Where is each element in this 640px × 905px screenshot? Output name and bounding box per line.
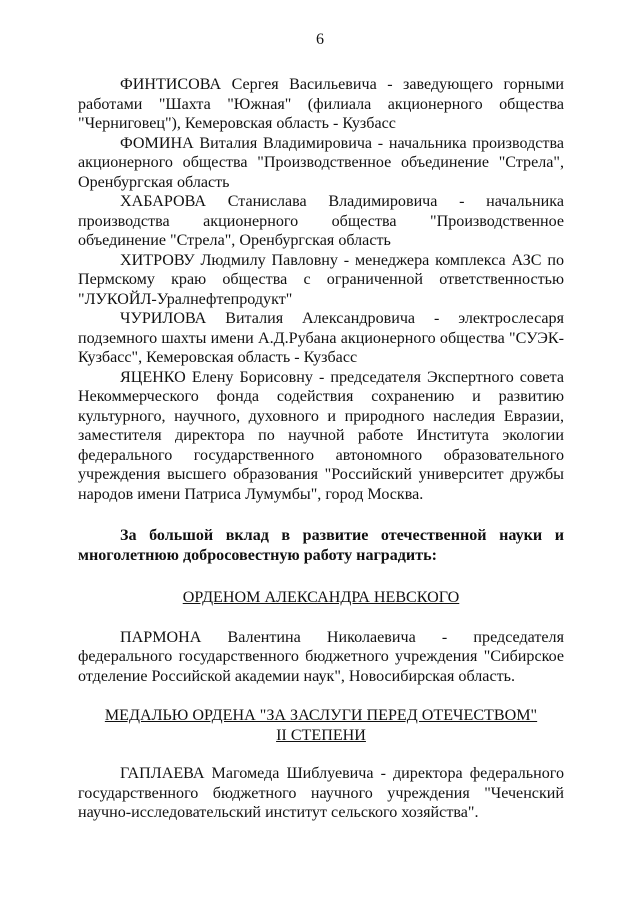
awardee-paragraph: ГАПЛАЕВА Магомеда Шиблуевича - директора федерального государственного бюджетного научного учреждения "Чеченский научно-исследовательский институт сельского хозяйства". xyxy=(78,765,564,821)
awardee-paragraph: ХАБАРОВА Станислава Владимировича - начальника производства акционерного общества "Производственное объединение "Стрела", Оренбургская область xyxy=(78,193,564,249)
awardee-paragraph: ФИНТИСОВА Сергея Васильевича - заведующего горными работами "Шахта "Южная" (филиала акционерного общества "Черниговец"), Кемеровская область - Кузбасс xyxy=(78,76,564,132)
award-intro: За большой вклад в развитие отечественной науки и многолетнюю добросовестную работу наградить: xyxy=(78,527,564,564)
document-body xyxy=(78,75,564,823)
order-heading-line: МЕДАЛЬЮ ОРДЕНА "ЗА ЗАСЛУГИ ПЕРЕД ОТЕЧЕСТВОМ" xyxy=(104,707,538,724)
page-number: 6 xyxy=(316,31,324,48)
awardee-paragraph: ФОМИНА Виталия Владимировича - начальника производства акционерного общества "Производственное объединение "Стрела", Оренбургская область xyxy=(78,134,564,191)
order-heading-line: II СТЕПЕНИ xyxy=(276,726,366,744)
awardee-paragraph: ЧУРИЛОВА Виталия Александровича - электрослесаря подземного шахты имени А.Д.Рубана акционерного общества "СУЭК-Кузбасс", Кемеровская область - Кузбасс xyxy=(78,310,564,366)
awardee-paragraph: ПАРМОНА Валентина Николаевича - председателя федерального государственного бюджетного учреждения "Сибирское отделение Российской академии наук", Новосибирская область. xyxy=(78,628,564,685)
awardee-paragraph: ХИТРОВУ Людмилу Павловну - менеджера комплекса АЗС по Пермскому краю общества с ограниченной ответственностью "ЛУКОЙЛ-Уралнефтепродукт" xyxy=(78,251,564,308)
order-heading-nevsky: ОРДЕНОМ АЛЕКСАНДРА НЕВСКОГО xyxy=(182,589,460,606)
order-heading-medal xyxy=(78,706,564,745)
awardee-paragraph: ЯЦЕНКО Елену Борисовну - председателя Экспертного совета Некоммерческого фонда содействия сохранению и развитию культурного, научного, духовного и природного наследия Евразии, заместителя директора по научной работе Института экологии федерального государственного автономного образовательного учреждения высшего образования "Российский университет дружбы народов имени Патриса Лумумбы", город Москва. xyxy=(78,368,564,503)
